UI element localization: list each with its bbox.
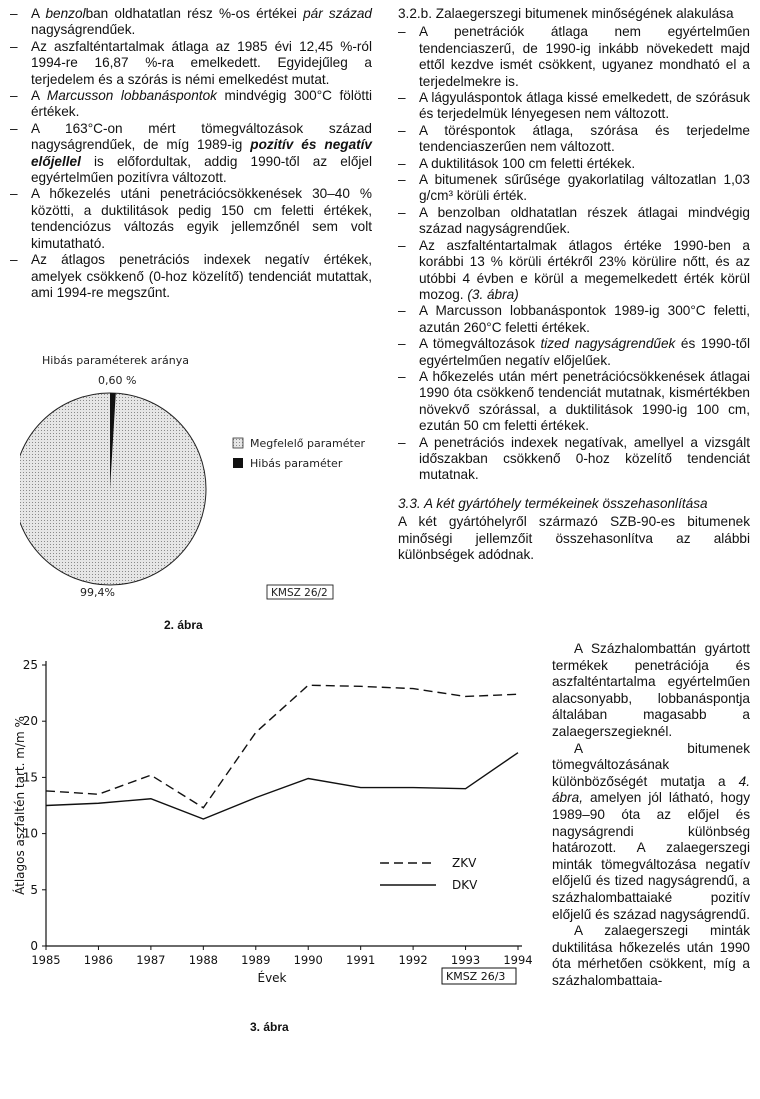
right-bullet-list: [398, 24, 750, 483]
list-item: [398, 238, 750, 304]
pie-caption: 2. ábra: [164, 618, 203, 632]
list-item: [398, 90, 750, 123]
line-figure: [8, 650, 538, 1010]
pie-small-label: 0,60 %: [98, 374, 137, 387]
text-run: A bitumenek tömegváltozásának különbözőségét mutatja a: [552, 740, 750, 789]
x-tick-label: 1991: [346, 953, 376, 967]
y-axis-label: Átlagos aszfaltén tart. m/m %: [13, 716, 27, 895]
left-column: [10, 6, 372, 301]
list-item: [398, 123, 750, 156]
legend-bad-label: Hibás paraméter: [250, 457, 343, 470]
text-run: A duktilitások 100 cm feletti értékek.: [419, 155, 636, 171]
pie-slices: [20, 393, 206, 585]
text-run: A: [31, 6, 46, 21]
text-run: Marcusson lobbanáspontok: [46, 88, 217, 104]
list-item: [398, 205, 750, 238]
text-run: pozitív és negatív előjellel: [31, 137, 372, 169]
list-item: [398, 369, 750, 435]
x-tick-label: 1994: [503, 953, 533, 967]
y-tick-label: 20: [22, 714, 38, 729]
text-run: A penetrációs indexek negatívak, amellyel a vizsgált időszakban csökkenő 0-hoz közelítő tendenciát mutatnak.: [419, 434, 750, 483]
section-title-3-3: 3.3. A két gyártóhely termékeinek összehasonlítása: [398, 495, 708, 511]
text-run: A bitumenek sűrűsége gyakorlatilag változatlan 1,03 g/cm³ körüli érték.: [419, 172, 750, 204]
pie-title: Hibás paraméterek aránya: [42, 354, 189, 367]
x-tick-label: 1989: [241, 953, 271, 967]
narrow-text-column: [552, 641, 750, 989]
section-heading-3-2-b: 3.2.b. Zalaegerszegi bitumenek minőségének alakulása: [398, 6, 734, 21]
list-item: [398, 303, 750, 336]
text-run: ban oldhatatlan rész %-os értékei: [85, 6, 304, 21]
text-run: Az átlagos penetrációs indexek negatív értékek, amelyek csökkenő (0-hoz közelítő) tendenciát mutattak, ami 1994-re megszűnt.: [31, 252, 372, 300]
legend-bad-swatch: [233, 458, 243, 468]
text-run: A zalaegerszegi minták duktilitása hőkezelés után 1990 óta mérhetően csökkent, míg a százhalombattaia-: [552, 923, 750, 988]
list-item: [10, 186, 372, 252]
list-item: [398, 435, 750, 484]
list-item: [10, 39, 372, 88]
x-tick-label: 1987: [136, 953, 166, 967]
x-tick-label: 1990: [293, 953, 323, 967]
text-run: A tömegváltozások: [419, 336, 541, 352]
chart-code: KMSZ 26/3: [446, 970, 506, 983]
text-run: A penetrációk átlaga nem egyértelműen tendenciaszerű, de 1990-ig inkább növekedett majd ettől kezdve ismét csökkent, ugyanez mondható el a terjedelmekre is.: [419, 24, 750, 89]
text-run: pár század: [303, 6, 372, 21]
y-tick-label: 10: [22, 826, 38, 841]
text-run: A: [31, 88, 47, 104]
body-paragraph: [552, 923, 750, 989]
y-tick-label: 25: [22, 658, 38, 672]
body-paragraph: [552, 741, 750, 924]
x-tick-label: 1992: [398, 953, 428, 967]
right-column: [398, 6, 750, 563]
text-run: A hőkezelés utáni penetrációcsökkenések 30–40 % közötti, a duktilitások pedig 150 cm feletti értékek, tendenciózus változás egyik jellemzőnél sem volt kimutatható.: [31, 186, 372, 251]
text-run: és 1990-től egyértelműen negatív előjelűek.: [419, 336, 750, 368]
text-run: A lágyuláspontok átlaga kissé emelkedett, de szórásuk és terjedelmük lényegesen nem változott.: [419, 90, 750, 122]
legend-label-zkv: ZKV: [452, 856, 477, 870]
series-line-zkv: [46, 685, 518, 808]
text-run: Az aszfalténtartalmak átlagos értéke 1990-ben a korábbi 13 % körüli értékről 23% körülire nőtt, és az utóbbi 4 évben e körül a megemelkedett érték körül mozog.: [419, 237, 750, 302]
body-paragraph: [552, 641, 750, 741]
pie-code: KMSZ 26/2: [271, 587, 328, 599]
legend-label-dkv: DKV: [452, 878, 478, 892]
pie-figure: [20, 352, 370, 612]
list-item: [398, 336, 750, 369]
legend-good-swatch: [233, 438, 243, 448]
pie-svg: [20, 352, 370, 612]
text-run: A hőkezelés után mért penetrációcsökkenések átlagai 1990 óta csökkenő tendenciát mutatnak, kismértékben növekvő szórással, a duktilitások 1990-ig 100 cm, ezután 50 cm feletti értékek.: [419, 368, 750, 434]
text-run: amelyen jól látható, hogy 1989–90 óta az előjel és nagyságrendi különbség határozott. A zalaegerszegi minták tömegváltozása negatív előjelű és tized nagyságrendű, a százhalombattaiaké pozitív előjelű és század nagyságrendű.: [552, 790, 750, 922]
x-tick-label: 1986: [83, 953, 114, 967]
list-item: [398, 24, 750, 90]
y-tick-label: 15: [22, 770, 38, 785]
left-bullet-list: [10, 6, 372, 301]
list-item: [10, 252, 372, 301]
text-run: A 163°C-on mért tömegváltozások század nagyságrendűek, de míg 1989-ig: [31, 120, 372, 153]
text-run: A benzolban oldhatatlan részek átlagai mindvégig század nagyságrendűek.: [419, 204, 750, 237]
list-item: [10, 121, 372, 187]
x-tick-label: 1993: [450, 953, 481, 967]
line-chart-svg: [8, 650, 538, 1010]
text-run: A Marcusson lobbanáspontok 1989-ig 300°C feletti, azután 260°C feletti értékek.: [419, 303, 750, 335]
list-item: [10, 88, 372, 121]
x-axis-label: Évek: [257, 971, 287, 985]
text-run: 4. ábra,: [552, 773, 750, 806]
series-line-dkv: [46, 753, 518, 819]
text-run: benzol: [45, 6, 86, 21]
text-run: A töréspontok átlaga, szórása és terjedelme tendenciaszerűen nem változott.: [419, 122, 750, 155]
line-caption: 3. ábra: [250, 1020, 289, 1034]
text-run: is előfordultak, addig 1990-től az előjel egyértelműen pozitívra változott.: [31, 153, 372, 186]
text-run: Az aszfalténtartalmak átlaga az 1985 évi 12,45 %-ról 1994-re 16,87 %-ra emelkedett. Egyidejűleg a terjedelem és a szórás is némi emelkedést mutat.: [31, 38, 372, 87]
y-tick-label: 5: [30, 882, 38, 897]
text-run: A Százhalombattán gyártott termékek penetrációja és aszfalténtartalma egyértelműen alacsonyabb, lobbanáspontja általában magasabb a zalaegerszegieknél.: [552, 641, 750, 739]
section-intro-paragraph: A két gyártóhelyről származó SZB-90-es bitumenek minőségi jellemzőit összehasonlítva az alábbi különbségek adódnak.: [398, 514, 750, 562]
x-tick-label: 1985: [31, 953, 61, 967]
pie-big-label: 99,4%: [80, 586, 115, 599]
text-run: mindvégig 300°C fölötti értékek.: [31, 88, 373, 120]
text-run: (3. ábra): [467, 286, 519, 302]
text-run: tized nagyságrendűek: [540, 336, 676, 352]
y-tick-label: 0: [30, 939, 38, 953]
x-tick-label: 1988: [188, 953, 218, 967]
list-item: [398, 156, 750, 172]
legend-good-label: Megfelelő paraméter: [250, 437, 366, 450]
list-item: [398, 172, 750, 205]
list-item: [10, 6, 372, 39]
text-run: nagyságrendűek.: [31, 22, 136, 38]
